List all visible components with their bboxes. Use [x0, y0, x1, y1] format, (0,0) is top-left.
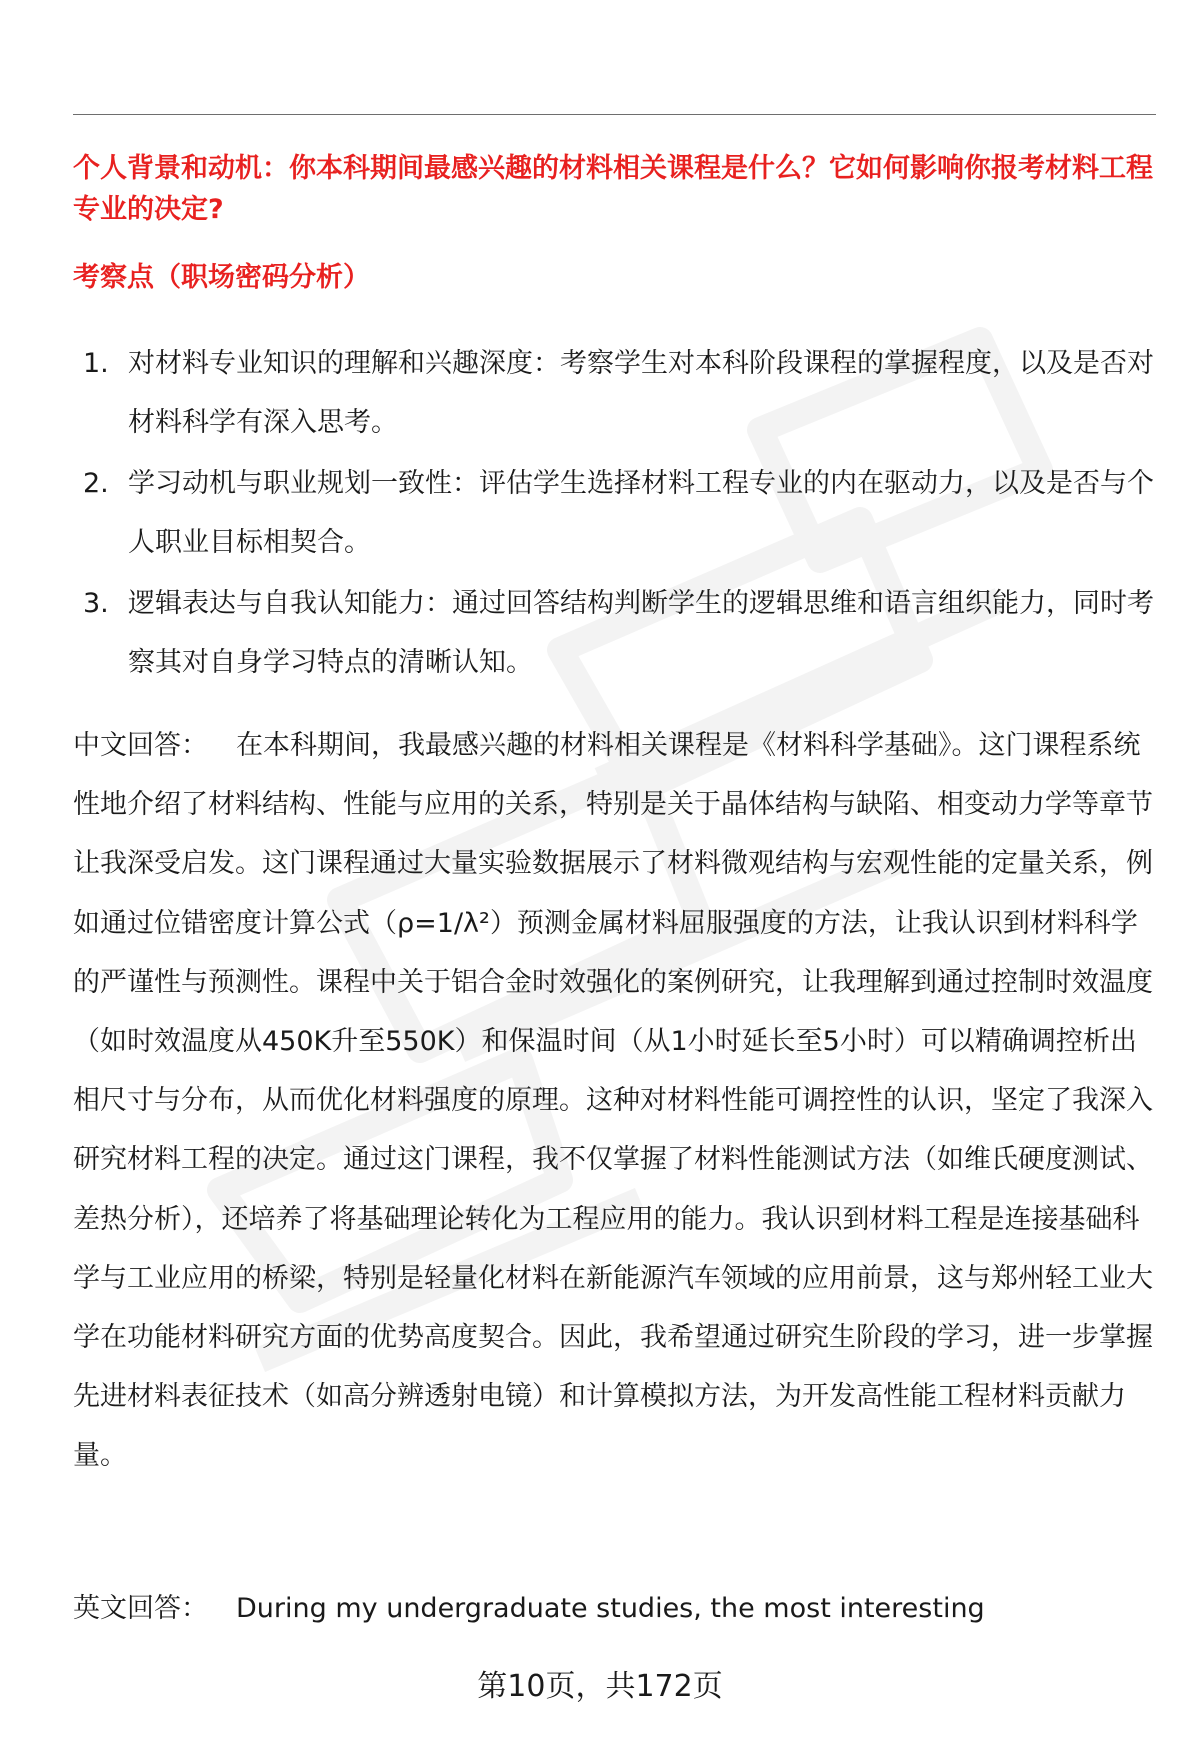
section-title: 考察点（职场密码分析）	[73, 262, 370, 293]
list-item-text: 逻辑表达与自我认知能力：通过回答结构判断学生的逻辑思维和语言组织能力，同时考察其对自身学习特点的清晰认知。	[128, 588, 1154, 678]
english-answer-text: During my undergraduate studies, the most interesting	[236, 1593, 985, 1624]
header-rule	[73, 114, 1156, 115]
list-item	[73, 454, 1156, 572]
list-item-text: 对材料专业知识的理解和兴趣深度：考察学生对本科阶段课程的掌握程度，以及是否对材料科学有深入思考。	[128, 348, 1154, 438]
chinese-answer-label: 中文回答：	[73, 730, 208, 761]
chinese-answer	[73, 716, 1161, 1486]
page-number-footer: 第10页，共172页	[477, 1669, 723, 1704]
list-item-number: 3.	[83, 588, 109, 619]
list-item-number: 1.	[83, 348, 109, 379]
list-item-text: 学习动机与职业规划一致性：评估学生选择材料工程专业的内在驱动力，以及是否与个人职业目标相契合。	[128, 468, 1154, 558]
assessment-points-list	[73, 334, 1156, 694]
english-answer-label: 英文回答：	[73, 1593, 208, 1624]
list-item	[73, 334, 1156, 452]
question-heading: 个人背景和动机：你本科期间最感兴趣的材料相关课程是什么？它如何影响你报考材料工程专业的决定?	[73, 153, 1153, 225]
list-item	[73, 574, 1156, 692]
list-item-number: 2.	[83, 468, 109, 499]
english-answer	[73, 1579, 1156, 1638]
chinese-answer-text: 在本科期间，我最感兴趣的材料相关课程是《材料科学基础》。这门课程系统性地介绍了材料结构、性能与应用的关系，特别是关于晶体结构与缺陷、相变动力学等章节让我深受启发。这门课程通过大量实验数据展示了材料微观结构与宏观性能的定量关系，例如通过位错密度计算公式（ρ=1/λ²）预测金属材料屈服强度的方法，让我认识到材料科学的严谨性与预测性。课程中关于铝合金时效强化的案例研究，让我理解到通过控制时效温度（如时效温度从450K升至550K）和保温时间（从1小时延长至5小时）可以精确调控析出相尺寸与分布，从而优化材料强度的原理。这种对材料性能可调控性的认识，坚定了我深入研究材料工程的决定。通过这门课程，我不仅掌握了材料性能测试方法（如维氏硬度测试、差热分析），还培养了将基础理论转化为工程应用的能力。我认识到材料工程是连接基础科学与工业应用的桥梁，特别是轻量化材料在新能源汽车领域的应用前景，这与郑州轻工业大学在功能材料研究方面的优势高度契合。因此，我希望通过研究生阶段的学习，进一步掌握先进材料表征技术（如高分辨透射电镜）和计算模拟方法，为开发高性能工程材料贡献力量。	[73, 730, 1153, 1472]
